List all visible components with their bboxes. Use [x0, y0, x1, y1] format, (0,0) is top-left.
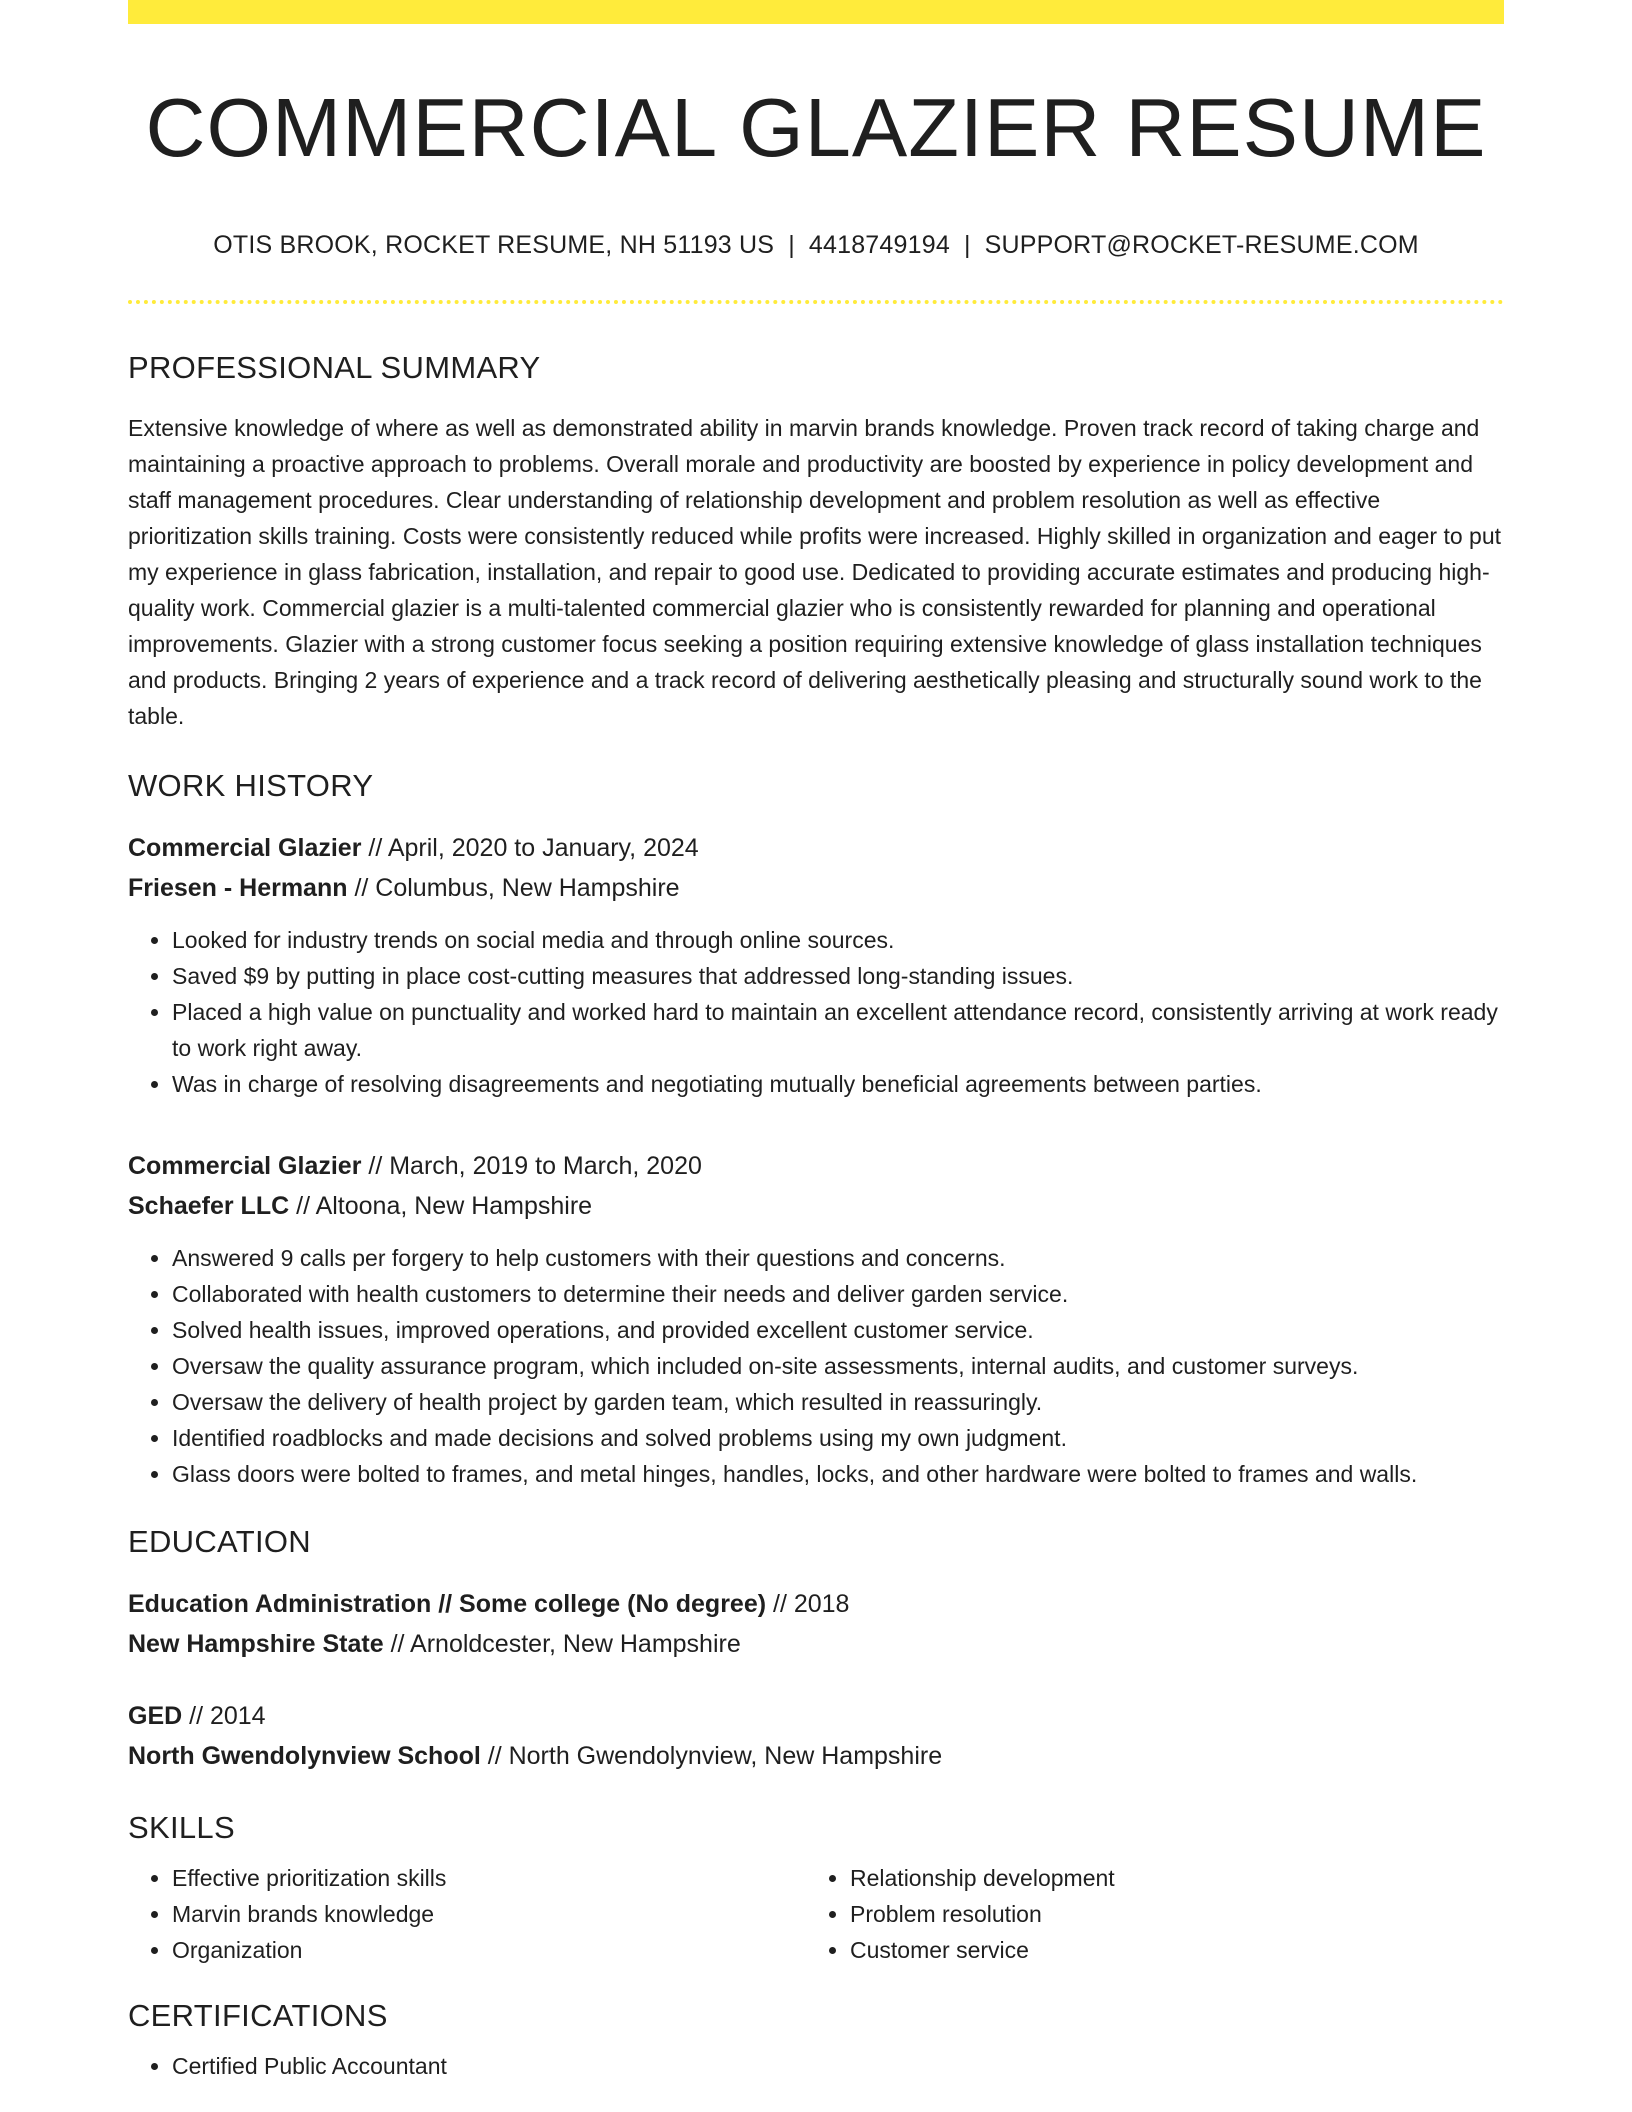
list-item: • Problem resolution: [850, 1896, 1484, 1932]
job-title-line: [128, 828, 1504, 868]
job-bullets: [128, 922, 1504, 1102]
contact-phone: 4418749194: [808, 231, 950, 260]
list-item: • Oversaw the quality assurance program, which included on-site assessments, internal audits, and customer surveys.: [172, 1348, 1504, 1384]
job-location: // Columbus, New Hampshire: [347, 874, 680, 903]
list-item: • Certified Public Accountant: [172, 2048, 1504, 2084]
list-item: • Relationship development: [850, 1860, 1484, 1896]
education-year: // 2014: [182, 1702, 266, 1731]
education-school: North Gwendolynview School: [128, 1742, 481, 1771]
job-title-line: [128, 1146, 1504, 1186]
list-item: • Oversaw the delivery of health project by garden team, which resulted in reassuringly.: [172, 1384, 1504, 1420]
work-history-heading: WORK HISTORY: [128, 768, 374, 804]
list-item: • Saved $9 by putting in place cost-cutting measures that addressed long-standing issues.: [172, 958, 1504, 994]
contact-address: OTIS BROOK, ROCKET RESUME, NH 51193 US: [213, 231, 775, 260]
list-item: • Was in charge of resolving disagreements and negotiating mutually beneficial agreements between parties.: [172, 1066, 1504, 1102]
education-degree: Education Administration // Some college (No degree): [128, 1590, 767, 1619]
skills-grid: [128, 1860, 1504, 1968]
list-item: • Placed a high value on punctuality and worked hard to maintain an excellent attendance record, consistently arriving at work ready to work right away.: [172, 994, 1504, 1066]
education-location: // North Gwendolynview, New Hampshire: [480, 1742, 943, 1771]
education-degree-line: [128, 1584, 1504, 1624]
job-company: Schaefer LLC: [128, 1192, 290, 1221]
skills-list-left: [128, 1860, 806, 1968]
job-entry: [128, 1146, 1504, 1492]
certifications-heading: CERTIFICATIONS: [128, 1998, 388, 2034]
list-item: • Organization: [172, 1932, 806, 1968]
list-item: • Glass doors were bolted to frames, and metal hinges, handles, locks, and other hardware were bolted to frames and walls.: [172, 1456, 1504, 1492]
education-school: New Hampshire State: [128, 1630, 384, 1659]
list-item: • Answered 9 calls per forgery to help customers with their questions and concerns.: [172, 1240, 1504, 1276]
job-company: Friesen - Hermann: [128, 874, 348, 903]
resume-page: [128, 0, 1504, 2084]
list-item: • Marvin brands knowledge: [172, 1896, 806, 1932]
job-dates: // April, 2020 to January, 2024: [361, 834, 699, 863]
list-item: • Effective prioritization skills: [172, 1860, 806, 1896]
education-school-line: [128, 1736, 1504, 1776]
list-item: • Looked for industry trends on social media and through online sources.: [172, 922, 1504, 958]
contact-separator: |: [788, 231, 795, 260]
job-entry: [128, 828, 1504, 1102]
skills-heading: SKILLS: [128, 1810, 235, 1846]
education-location: // Arnoldcester, New Hampshire: [383, 1630, 741, 1659]
summary-heading: PROFESSIONAL SUMMARY: [128, 350, 541, 386]
education-school-line: [128, 1624, 1504, 1664]
contact-separator: |: [963, 231, 971, 260]
list-item: • Identified roadblocks and made decisions and solved problems using my own judgment.: [172, 1420, 1504, 1456]
contact-email: SUPPORT@ROCKET-RESUME.COM: [984, 231, 1419, 260]
education-entry: [128, 1584, 1504, 1664]
education-year: // 2018: [766, 1590, 850, 1619]
job-dates: // March, 2019 to March, 2020: [361, 1152, 702, 1181]
list-item: • Customer service: [850, 1932, 1484, 1968]
list-item: • Solved health issues, improved operations, and provided excellent customer service.: [172, 1312, 1504, 1348]
dotted-divider: [128, 300, 1504, 304]
education-heading: EDUCATION: [128, 1524, 311, 1560]
job-title: Commercial Glazier: [128, 1152, 362, 1181]
list-item: • Collaborated with health customers to determine their needs and deliver garden service.: [172, 1276, 1504, 1312]
skills-list-right: [806, 1860, 1484, 1968]
job-location: // Altoona, New Hampshire: [289, 1192, 593, 1221]
summary-text: Extensive knowledge of where as well as demonstrated ability in marvin brands knowledge. Proven track record of taking charge and maintaining a proactive approach to problems. Overall morale and productivity are boosted by experience in policy development and staff management procedures. Clear understanding of relationship development and problem resolution as well as effective prioritization skills training. Costs were consistently reduced while profits were increased. Highly skilled in organization and eager to put my experience in glass fabrication, installation, and repair to good use. Dedicated to providing accurate estimates and producing high-quality work. Commercial glazier is a multi-talented commercial glazier who is consistently rewarded for planning and operational improvements. Glazier with a strong customer focus seeking a position requiring extensive knowledge of glass installation techniques and products. Bringing 2 years of experience and a track record of delivering aesthetically pleasing and structurally sound work to the table.: [128, 415, 1502, 730]
education-degree-line: [128, 1696, 1504, 1736]
accent-bar: [128, 0, 1504, 24]
page-title: COMMERCIAL GLAZIER RESUME: [145, 81, 1487, 174]
contact-line: [128, 231, 1504, 260]
job-bullets: [128, 1240, 1504, 1492]
job-title: Commercial Glazier: [128, 834, 362, 863]
job-company-line: [128, 1186, 1504, 1226]
education-degree: GED: [128, 1702, 183, 1731]
education-entry: [128, 1696, 1504, 1776]
certifications-list: [128, 2048, 1504, 2084]
job-company-line: [128, 868, 1504, 908]
